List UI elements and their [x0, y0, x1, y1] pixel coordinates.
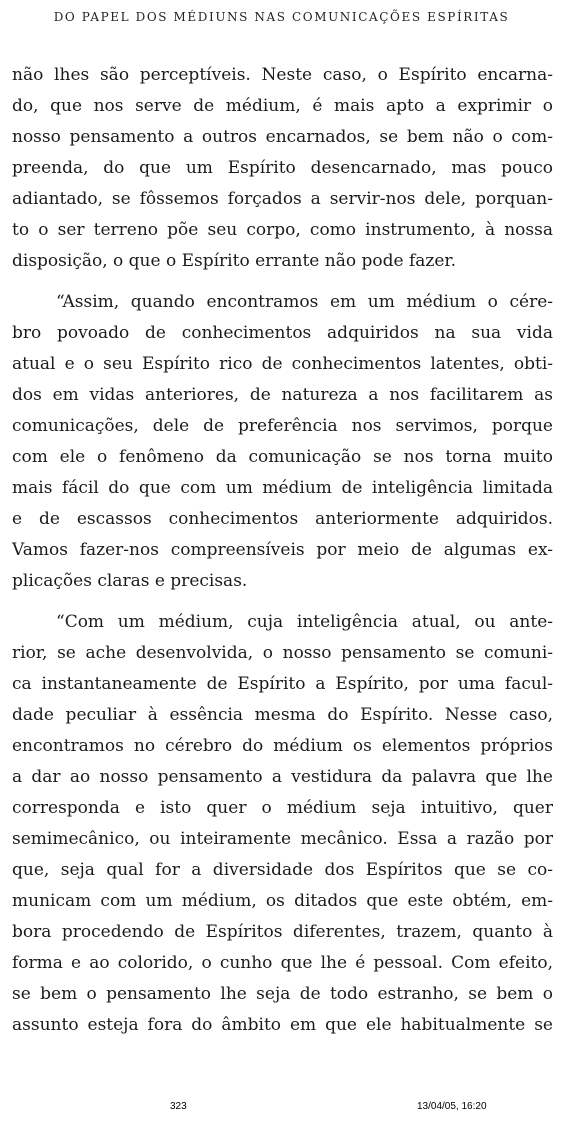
running-head: DO PAPEL DOS MÉDIUNS NAS COMUNICAÇÕES ESPÍRITAS — [53, 10, 510, 24]
text-line: e de escassos conhecimentos anteriormente adquiridos. — [12, 509, 553, 529]
text-line: bro povoado de conhecimentos adquiridos na sua vida — [12, 323, 553, 343]
text-line: corresponda e isto quer o médium seja intuitivo, quer — [12, 798, 553, 818]
text-line: atual e o seu Espírito rico de conhecimentos latentes, obti- — [12, 354, 553, 374]
text-line: plicações claras e precisas. — [12, 571, 248, 591]
text-line: encontramos no cérebro do médium os elementos próprios — [12, 736, 553, 756]
text-line: não lhes são perceptíveis. Neste caso, o Espírito encarna- — [12, 65, 553, 85]
text-line: assunto esteja fora do âmbito em que ele habitualmente se — [12, 1015, 553, 1035]
text-line: semimecânico, ou inteiramente mecânico. Essa a razão por — [12, 829, 553, 849]
text-line: do, que nos serve de médium, é mais apto a exprimir o — [12, 96, 553, 116]
paragraph-2 — [12, 287, 553, 597]
text-line: bora procedendo de Espíritos diferentes, trazem, quanto à — [12, 922, 553, 942]
text-line: forma e ao colorido, o cunho que lhe é pessoal. Com efeito, — [12, 953, 553, 973]
text-line: mais fácil do que com um médium de inteligência limitada — [12, 478, 553, 498]
print-timestamp: 13/04/05, 16:20 — [417, 1101, 487, 1112]
text-line: “Com um médium, cuja inteligência atual, ou ante- — [56, 612, 553, 632]
text-line: municam com um médium, os ditados que este obtém, em- — [12, 891, 553, 911]
text-line: que, seja qual for a diversidade dos Espíritos que se co- — [12, 860, 553, 880]
text-line: comunicações, dele de preferência nos servimos, porque — [12, 416, 553, 436]
body-text — [12, 60, 553, 1041]
text-line: com ele o fenômeno da comunicação se nos torna muito — [12, 447, 553, 467]
paragraph-1 — [12, 60, 553, 277]
paragraph-3 — [12, 607, 553, 1041]
text-line: disposição, o que o Espírito errante não pode fazer. — [12, 251, 457, 271]
text-line: to o ser terreno põe seu corpo, como instrumento, à nossa — [12, 220, 553, 240]
text-line: nosso pensamento a outros encarnados, se bem não o com- — [12, 127, 553, 147]
text-line: ca instantaneamente de Espírito a Espírito, por uma facul- — [12, 674, 553, 694]
text-line: “Assim, quando encontramos em um médium o cére- — [56, 292, 553, 312]
text-line: rior, se ache desenvolvida, o nosso pensamento se comuni- — [12, 643, 553, 663]
text-line: dos em vidas anteriores, de natureza a nos facilitarem as — [12, 385, 553, 405]
text-line: se bem o pensamento lhe seja de todo estranho, se bem o — [12, 984, 553, 1004]
text-line: a dar ao nosso pensamento a vestidura da palavra que lhe — [12, 767, 553, 787]
text-line: adiantado, se fôssemos forçados a servir-nos dele, porquan- — [12, 189, 553, 209]
text-line: preenda, do que um Espírito desencarnado, mas pouco — [12, 158, 553, 178]
page-number: 323 — [170, 1101, 187, 1112]
text-line: dade peculiar à essência mesma do Espírito. Nesse caso, — [12, 705, 553, 725]
text-line: Vamos fazer-nos compreensíveis por meio de algumas ex- — [12, 540, 553, 560]
